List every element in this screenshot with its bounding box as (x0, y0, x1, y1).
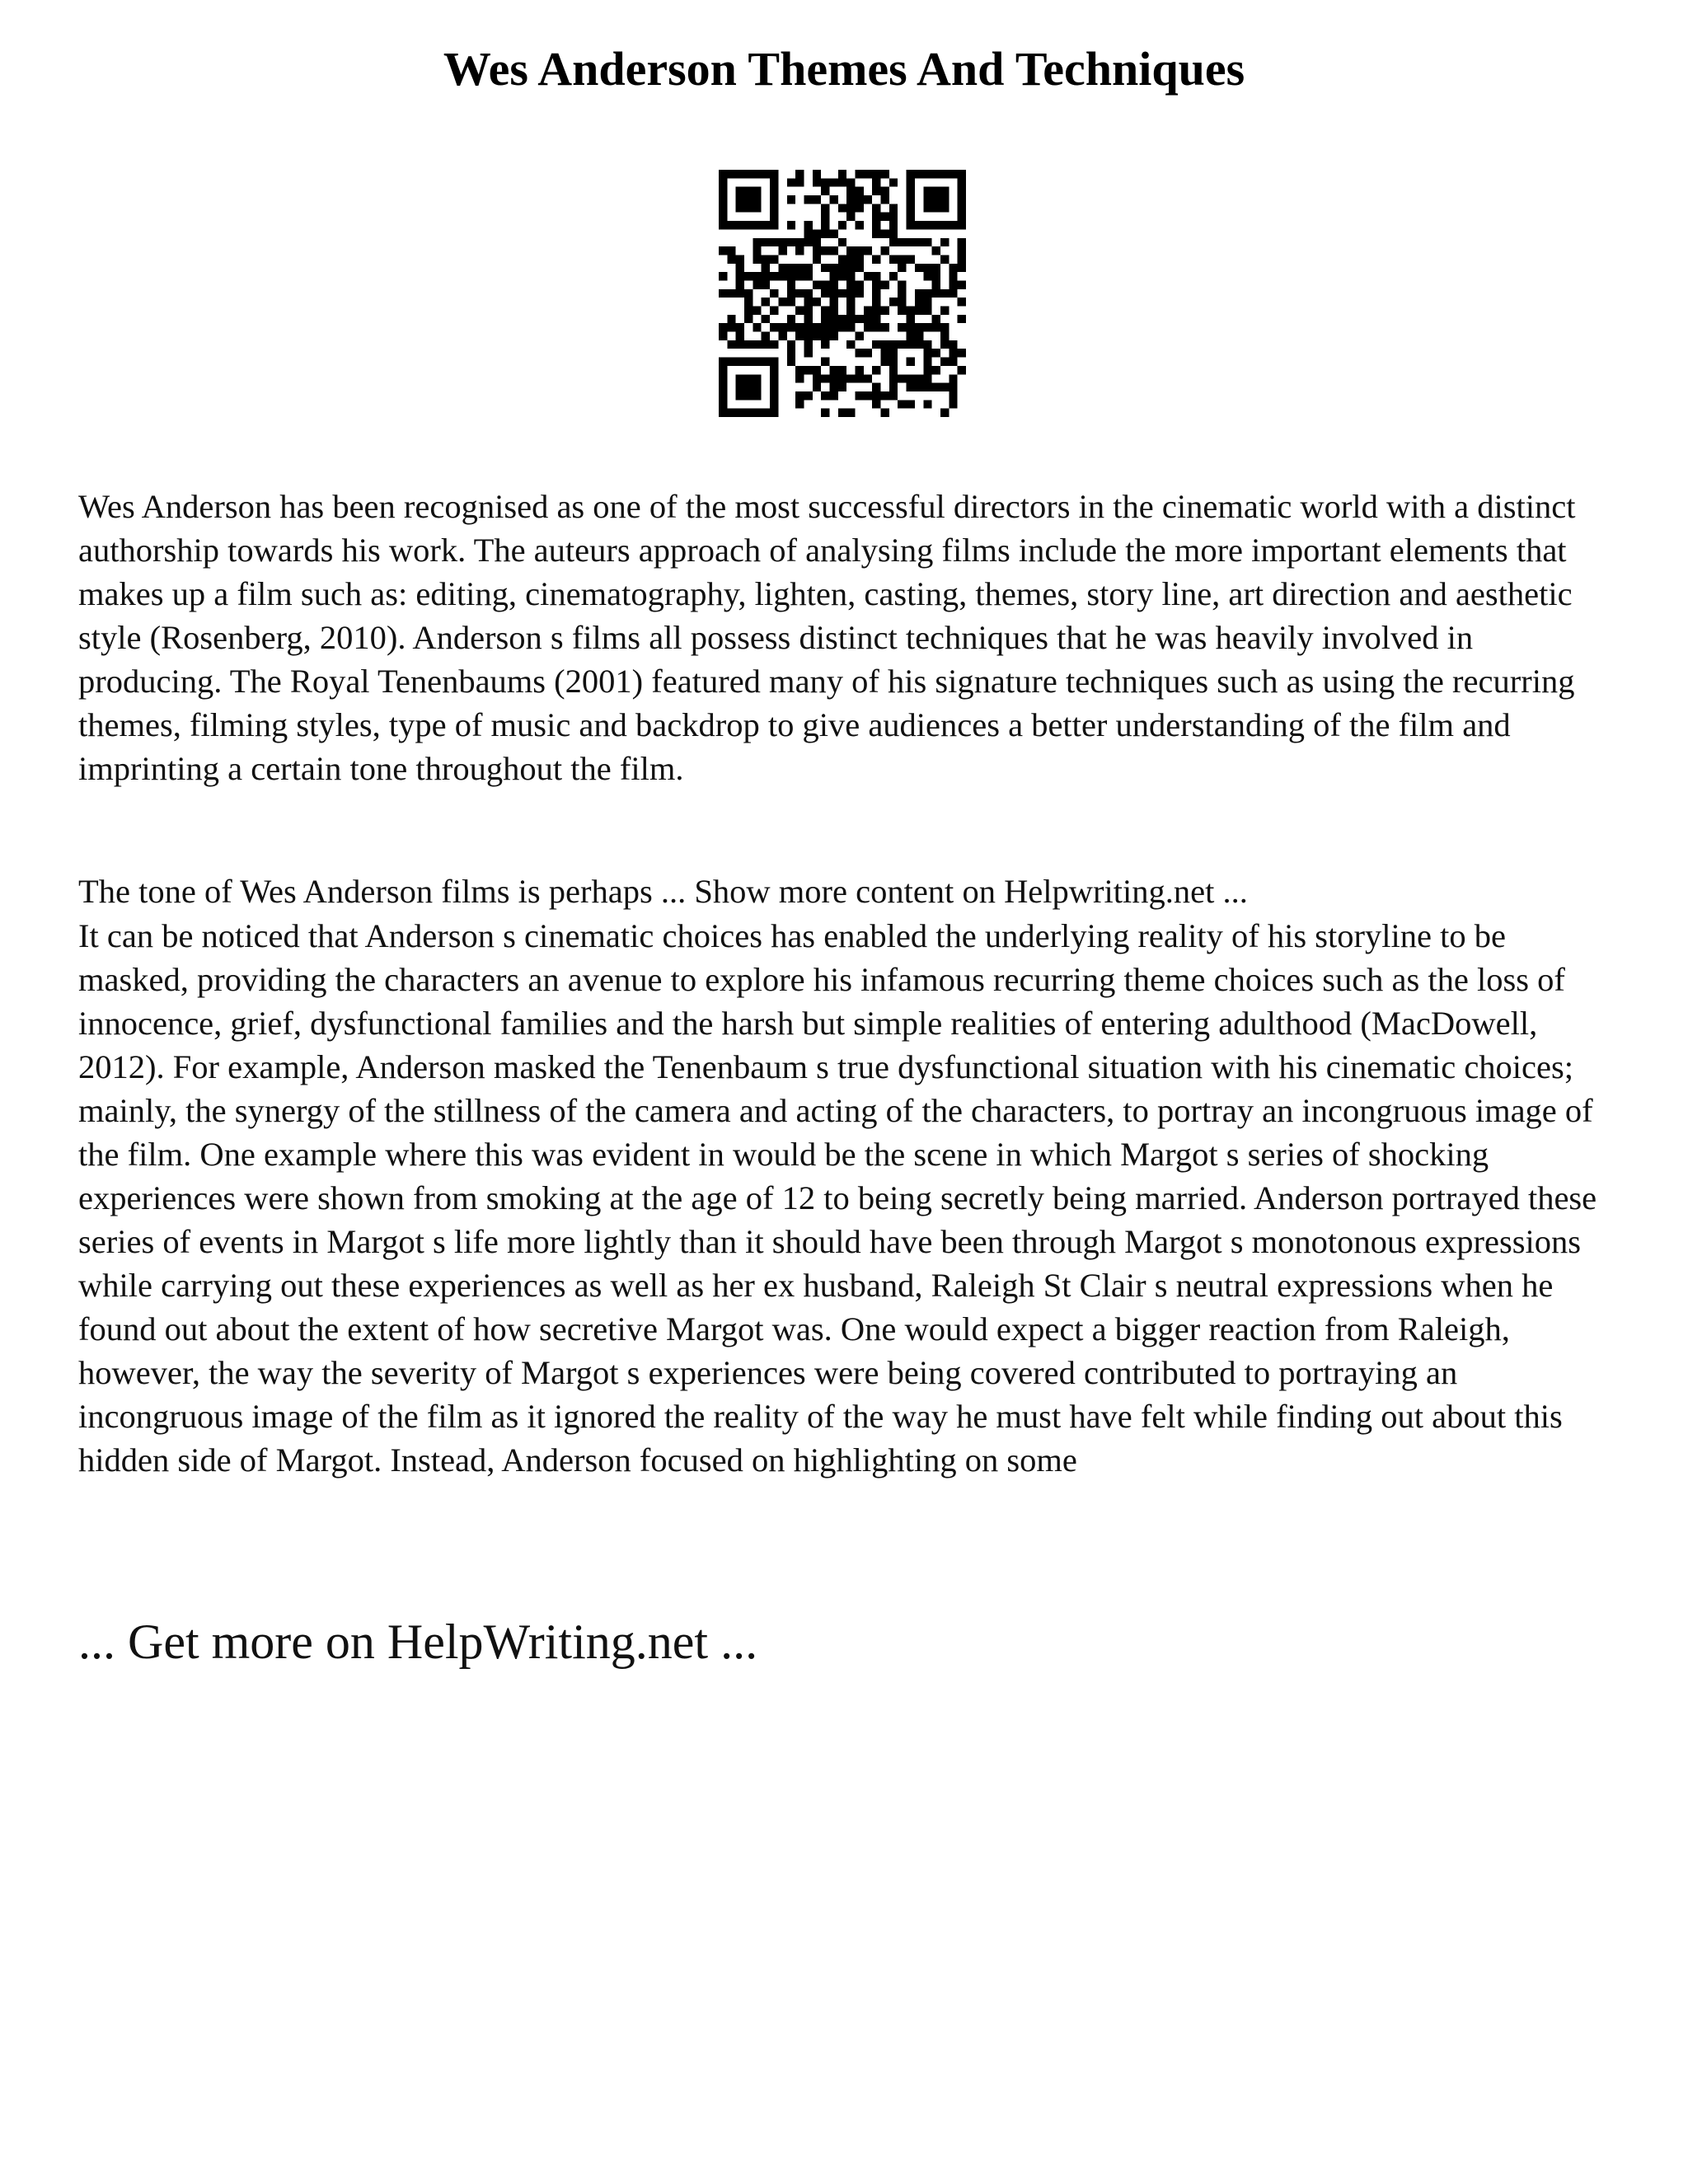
qr-code-icon (719, 170, 966, 417)
page-title: Wes Anderson Themes And Techniques (443, 42, 1245, 96)
show-more-line: The tone of Wes Anderson films is perhaps ... Show more content on Helpwriting.net ... (78, 873, 1248, 910)
get-more-link[interactable]: ... Get more on HelpWriting.net ... (78, 1615, 758, 1669)
paragraph-analysis: It can be noticed that Anderson s cinematic choices has enabled the underlying reality of his storyline to be masked, providing the characters an avenue to explore his infamous recurring theme choices such as the loss of innocence, grief, dysfunctional families and the harsh but simple realities of entering adulthood (MacDowell, 2012). For example, Anderson masked the Tenenbaum s true dysfunctional situation with his cinematic choices; mainly, the synergy of the stillness of the camera and acting of the characters, to portray an incongruous image of the film. One example where this was evident in would be the scene in which Margot s series of shocking experiences were shown from smoking at the age of 12 to being secretly being married. Anderson portrayed these series of events in Margot s life more lightly than it should have been through Margot s monotonous expressions while carrying out these experiences as well as her ex husband, Raleigh St Clair s neutral expressions when he found out about the extent of how secretive Margot was. One would expect a bigger reaction from Raleigh, however, the way the severity of Margot s experiences were being covered contributed to portraying an incongruous image of the film as it ignored the reality of the way he must have felt while finding out about this hidden side of Margot. Instead, Anderson focused on highlighting on some (78, 917, 1597, 1479)
paragraph-intro: Wes Anderson has been recognised as one of the most successful directors in the cinematic world with a distinct authorship towards his work. The auteurs approach of analysing films include the more important elements that makes up a film such as: editing, cinematography, lighten, casting, themes, story line, art direction and aesthetic style (Rosenberg, 2010). Anderson s films all possess distinct techniques that he was heavily involved in producing. The Royal Tenenbaums (2001) featured many of his signature techniques such as using the recurring themes, filming styles, type of music and backdrop to give audiences a better understanding of the film and imprinting a certain tone throughout the film. (78, 488, 1576, 787)
